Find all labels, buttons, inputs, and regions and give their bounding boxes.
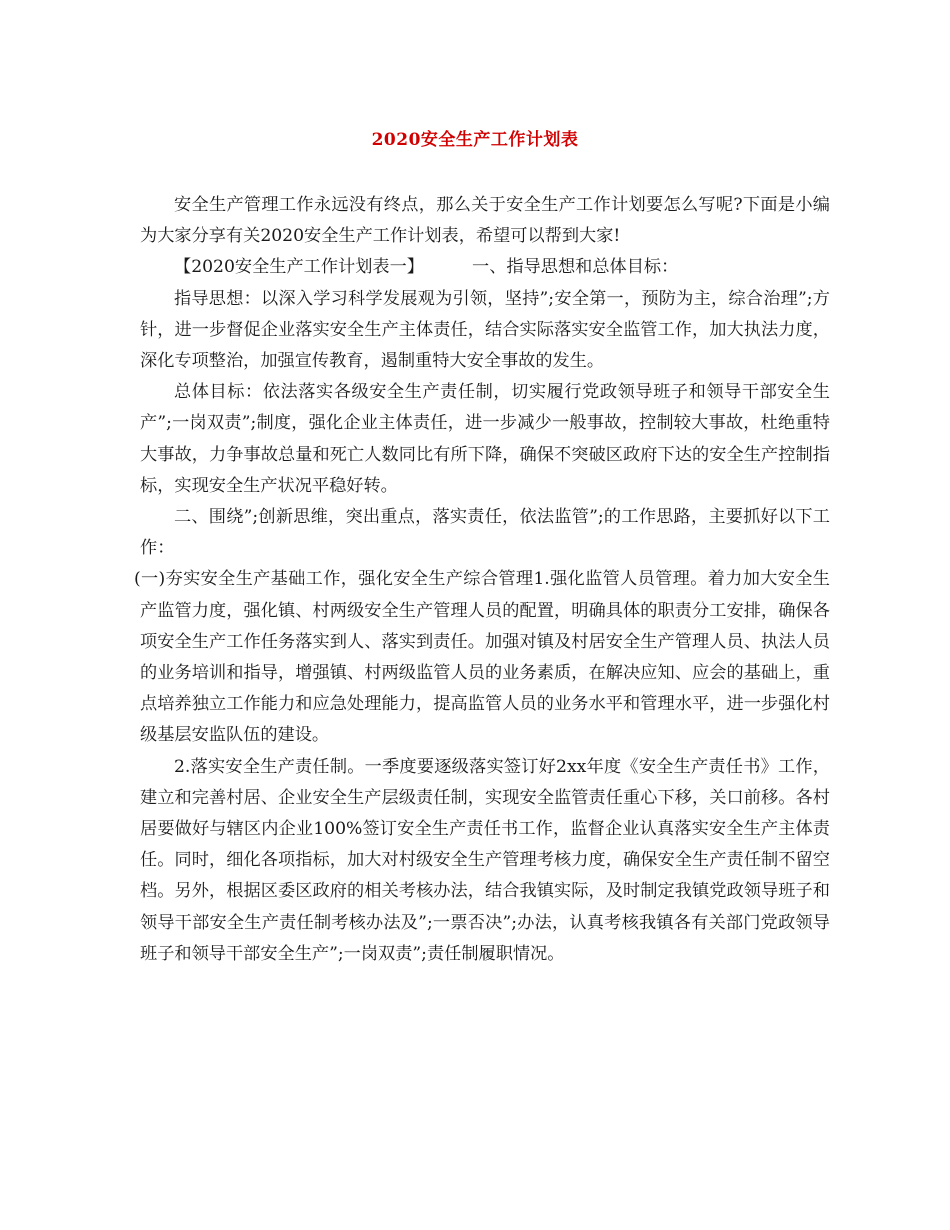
item-one-paragraph: (一)夯实安全生产基础工作，强化安全生产综合管理1.强化监管人员管理。着力加大安全生产监管力度，强化镇、村两级安全生产管理人员的配置，明确具体的职责分工安排，确保各项安全生产工作任务落实到人、落实到责任。加强对镇及村居安全生产管理人员、执法人员的业务培训和指导，增强镇、村两级监管人员的业务素质，在解决应知、应会的基础上，重点培养独立工作能力和应急处理能力，提高监管人员的业务水平和管理水平，进一步强化村级基层安监队伍的建设。: [134, 569, 830, 746]
document-title: 2020安全生产工作计划表: [371, 130, 579, 150]
section-heading-line: [140, 252, 830, 283]
section-heading: 一、指导思想和总体目标：: [472, 257, 679, 278]
overall-goal-paragraph: 总体目标：依法落实各级安全生产责任制，切实履行党政领导班子和领导干部安全生产”;一岗双责”;制度，强化企业主体责任，进一步减少一般事故，控制较大事故，杜绝重特大事故，力争事故总量和死亡人数同比有所下降，确保不突破区政府下达的安全生产控制指标，实现安全生产状况平稳好转。: [140, 382, 830, 496]
guiding-thought-paragraph: 指导思想：以深入学习科学发展观为引领，坚持”;安全第一，预防为主，综合治理”;方针，进一步督促企业落实安全生产主体责任，结合实际落实安全监管工作，加大执法力度，深化专项整治，加强宣传教育，遏制重特大安全事故的发生。: [140, 288, 830, 372]
document-body: [134, 190, 830, 970]
item-two-paragraph: 2.落实安全生产责任制。一季度要逐级落实签订好2xx年度《安全生产责任书》工作，建立和完善村居、企业安全生产层级责任制，实现安全监管责任重心下移，关口前移。各村居要做好与辖区内企业100%签订安全生产责任书工作，监督企业认真落实安全生产主体责任。同时，细化各项指标，加大对村级安全生产管理考核力度，确保安全生产责任制不留空档。另外，根据区委区政府的相关考核办法，结合我镇实际，及时制定我镇党政领导班子和领导干部安全生产责任制考核办法及”;一票否决”;办法，认真考核我镇各有关部门党政领导班子和领导干部安全生产”;一岗双责”;责任制履职情况。: [140, 756, 830, 964]
section-label: 【2020安全生产工作计划表一】: [174, 257, 424, 278]
part-two-paragraph: 二、围绕”;创新思维，突出重点，落实责任，依法监管”;的工作思路，主要抓好以下工作：: [140, 507, 830, 559]
intro-paragraph: 安全生产管理工作永远没有终点，那么关于安全生产工作计划要怎么写呢?下面是小编为大家分享有关2020安全生产工作计划表，希望可以帮到大家!: [140, 195, 830, 247]
